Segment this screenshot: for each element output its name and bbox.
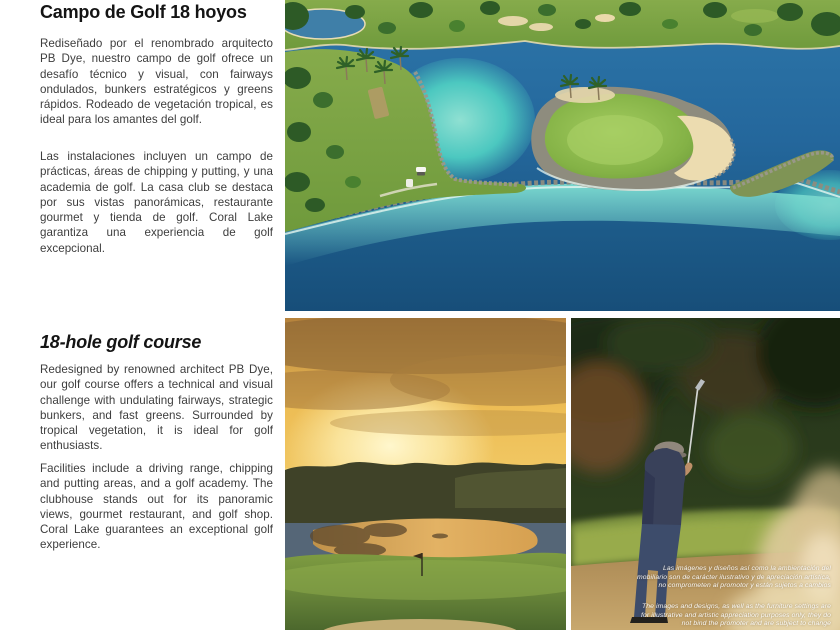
top-bunker-3 [595, 14, 615, 22]
aerial-golf-course-photo [285, 0, 840, 311]
green-highlight [285, 560, 566, 600]
island-sand-patch [555, 87, 615, 103]
disclaimer-english: The images and designs, as well as the furniture settings are for illustrative and artistic appreciation purposes only, they do not bind the promoter and are subject to change [641, 603, 831, 628]
putting-green [567, 115, 663, 165]
sunset-golf-green-photo [285, 318, 566, 630]
aerial-illustration [285, 0, 840, 311]
spanish-heading: Campo de Golf 18 hoyos [40, 2, 247, 22]
sunset-illustration [285, 318, 566, 630]
spanish-paragraph-2: Las instalaciones incluyen un campo de prácticas, áreas de chipping y putting, y una academia de golf. La casa club se destaca por sus vistas panorámicas, restaurante gourmet y tienda de golf. Coral Lake garantiza una experiencia de golf excepcional. [40, 150, 273, 255]
light-fairway-patch [731, 9, 779, 23]
english-paragraph-2: Facilities include a driving range, chipping and putting areas, and a golf academy. The clubhouse stands out for its panoramic views, gourmet restaurant, and golf shop. Coral Lake guarantees an exceptional golf experience. [40, 462, 273, 552]
disclaimer-spanish: Las imágenes y diseños así como la ambientación del mobiliario son de carácter ilustrativo y de apreciación artística, no comprometen al promotor y están sujetos a cambios [637, 565, 831, 590]
top-bunker-2 [529, 23, 553, 31]
english-heading: 18-hole golf course [40, 332, 202, 352]
golfer-swing-photo [571, 318, 840, 630]
spanish-paragraph-1: Rediseñado por el renombrado arquitecto PB Dye, nuestro campo de golf ofrece un desafío técnico y visual, con fairways ondulados, bunkers estratégicos y greens rápidos. Rodeado de vegetación tropical, es ideal para los amantes del golf. [40, 37, 273, 127]
top-bunker [498, 16, 528, 26]
english-paragraph-1: Redesigned by renowned architect PB Dye, our golf course offers a technical and visual challenge with undulating fairways, strategic bunkers, and fast greens. Surrounded by tropical vegetation, it is ideal for golf enthusiasts. [40, 363, 273, 453]
